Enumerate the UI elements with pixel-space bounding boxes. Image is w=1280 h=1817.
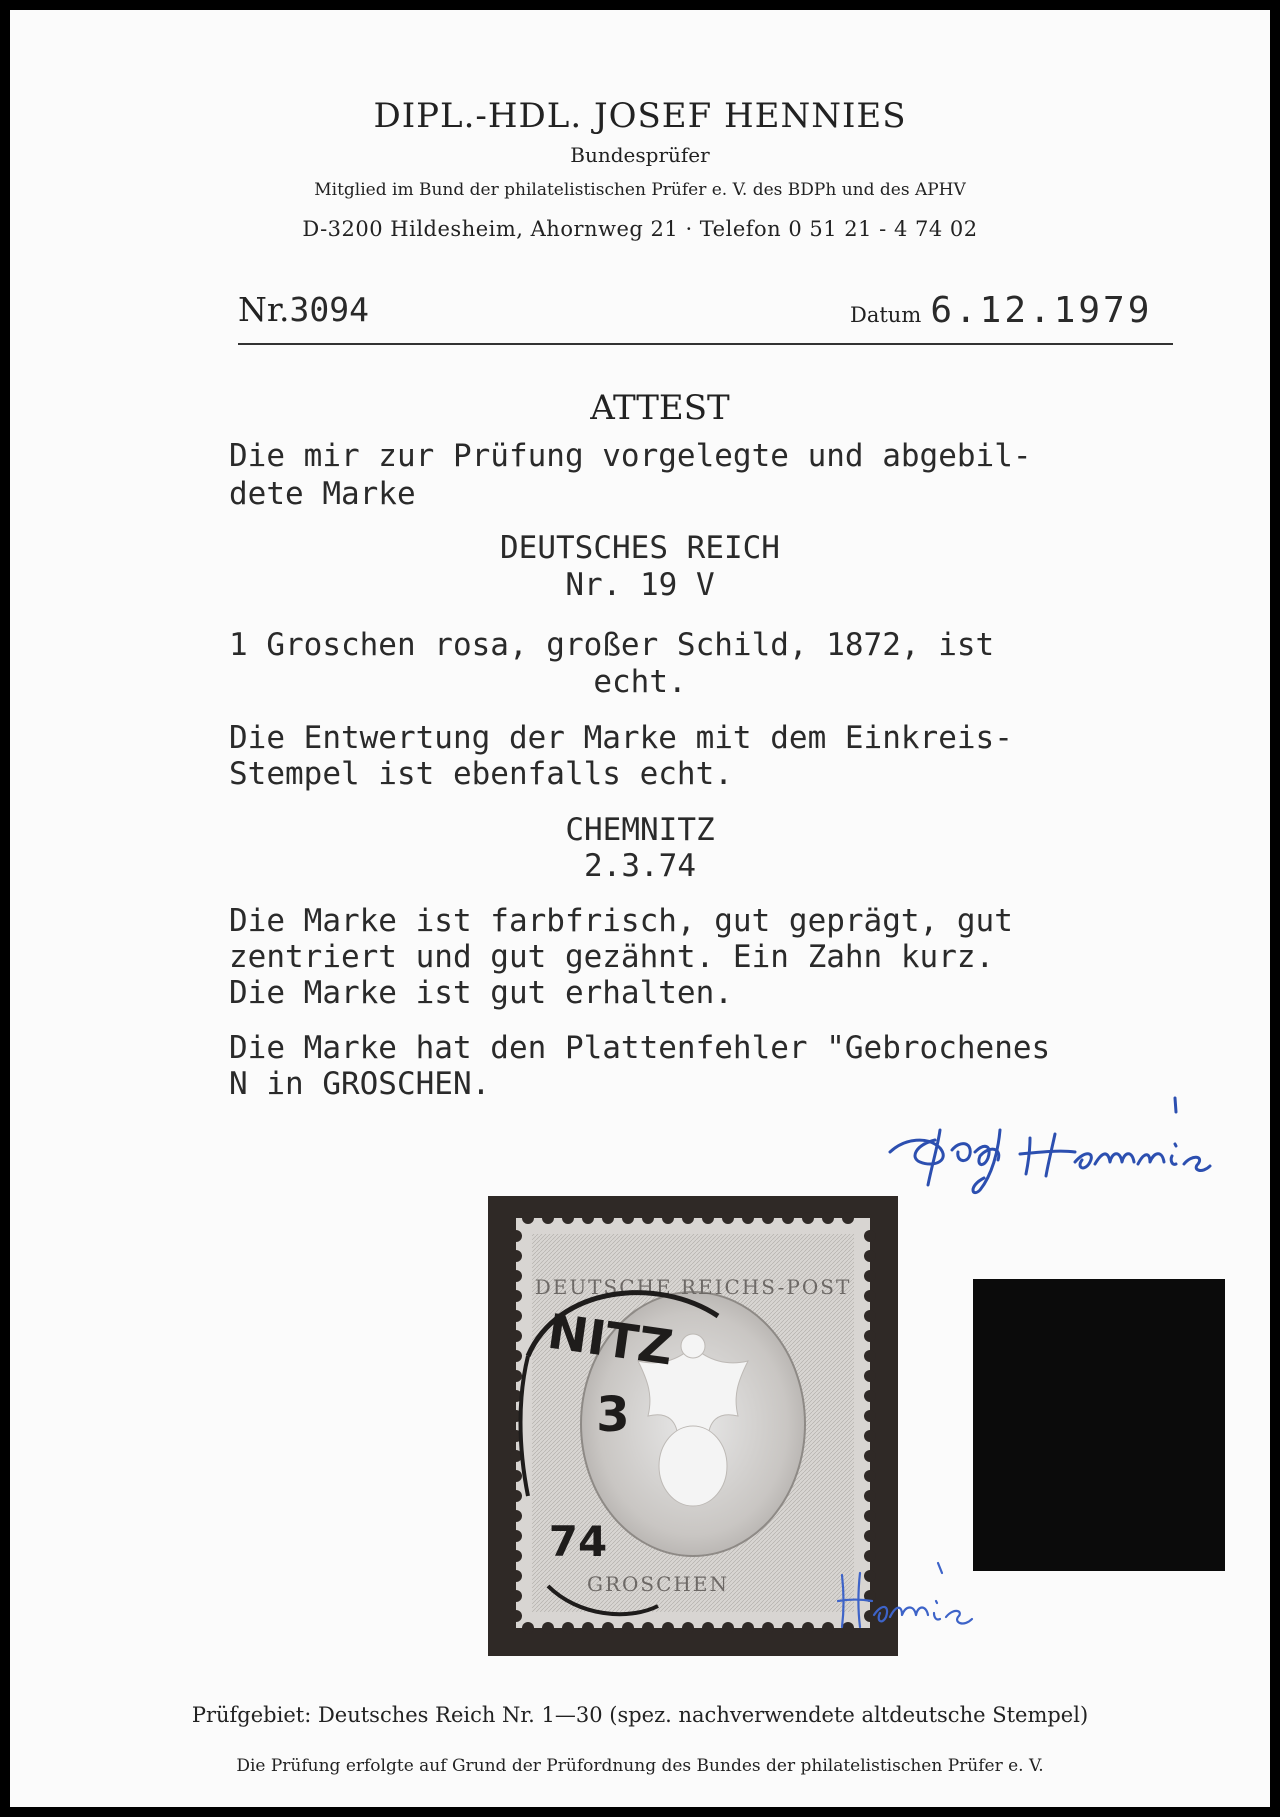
intro-line-2: dete Marke: [229, 476, 416, 512]
description-line-2: echt.: [593, 664, 687, 700]
condition-line-3: Die Marke ist gut erhalten.: [229, 975, 733, 1011]
membership-line: Mitglied im Bund der philatelistischen Prüfer e. V. des BDPh und des APHV: [314, 180, 966, 200]
date-value: 6.12.1979: [930, 290, 1153, 331]
plate-flaw-line-2: N in GROSCHEN.: [229, 1066, 491, 1102]
cancel-date: 2.3.74: [584, 848, 696, 884]
certificate-number-label: Nr.: [238, 290, 290, 329]
country-name: DEUTSCHES REICH: [500, 530, 780, 566]
postmark-town-text: NITZ: [544, 1303, 677, 1377]
catalog-number: Nr. 19 V: [565, 567, 715, 603]
examination-basis: Die Prüfung erfolgte auf Grund der Prüfordnung des Bundes der philatelistischen Prüfer e. V.: [236, 1756, 1044, 1776]
intro-line-1: Die mir zur Prüfung vorgelegte und abgebil-: [229, 438, 1032, 474]
header-divider: [238, 343, 1173, 345]
postmark-year-text: 74: [548, 1517, 608, 1566]
condition-line-2: zentriert und gut gezähnt. Ein Zahn kurz.: [229, 939, 995, 975]
stamp-arc-text: DEUTSCHE REICHS-POST: [534, 1275, 852, 1299]
examiner-name: DIPL.-HDL. JOSEF HENNIES: [373, 96, 907, 136]
certificate-number-value: 3094: [289, 290, 369, 329]
stamp-signature-mark: [830, 1555, 990, 1635]
cancel-line-2: Stempel ist ebenfalls echt.: [229, 756, 733, 792]
certificate-date: [850, 290, 1152, 331]
stamp-value-text: GROSCHEN: [587, 1572, 729, 1596]
date-label: Datum: [850, 303, 922, 327]
attest-heading: ATTEST: [590, 388, 730, 428]
cancel-line-1: Die Entwertung der Marke mit dem Einkreis-: [229, 720, 1013, 756]
address-line: D-3200 Hildesheim, Ahornweg 21 · Telefon 0 51 21 - 4 74 02: [302, 217, 978, 241]
stamp-reverse-image: [973, 1279, 1225, 1571]
postmark-day-text: 3: [596, 1387, 630, 1443]
description-line-1: 1 Groschen rosa, großer Schild, 1872, ist: [229, 627, 995, 663]
examination-scope: Prüfgebiet: Deutsches Reich Nr. 1—30 (spez. nachverwendete altdeutsche Stempel): [191, 1703, 1089, 1727]
certificate-number: [238, 290, 369, 329]
certificate-sheet: [10, 10, 1270, 1807]
condition-line-1: Die Marke ist farbfrisch, gut geprägt, gut: [229, 903, 1013, 939]
examiner-title: Bundesprüfer: [570, 143, 710, 167]
plate-flaw-line-1: Die Marke hat den Plattenfehler "Gebrochenes: [229, 1030, 1051, 1066]
examiner-signature: [880, 1090, 1220, 1200]
cancel-place: CHEMNITZ: [565, 812, 715, 848]
